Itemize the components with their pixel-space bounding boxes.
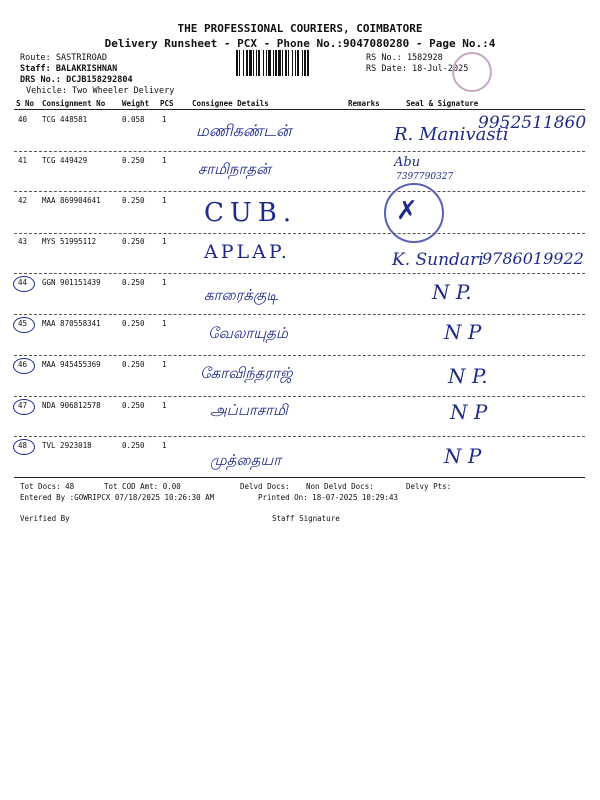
row-consignee-handwritten: APLAP. bbox=[204, 241, 290, 263]
col-consignment: Consignment No bbox=[42, 99, 106, 108]
row-consignment: TVL 2923018 bbox=[42, 441, 92, 450]
row-signature: N P bbox=[450, 400, 488, 424]
row-weight: 0.250 bbox=[122, 196, 145, 205]
row-signature: N P. bbox=[432, 280, 472, 304]
row-sno: 46 bbox=[18, 360, 28, 369]
row-consignment: MAA 870558341 bbox=[42, 319, 101, 328]
row-signature: Abu bbox=[394, 155, 421, 170]
col-weight: Weight bbox=[122, 99, 150, 108]
row-pcs: 1 bbox=[162, 401, 167, 410]
total-docs: Tot Docs: 48 bbox=[20, 482, 75, 491]
row-consignment: MYS 51995112 bbox=[42, 237, 97, 246]
row-signature: N P bbox=[444, 320, 482, 344]
drs-value: DCJB158292804 bbox=[66, 75, 133, 85]
row-consignee-handwritten: வேலாயுதம் bbox=[208, 324, 288, 342]
row-sno: 43 bbox=[18, 237, 28, 246]
row-consignment: GGN 901151439 bbox=[42, 278, 101, 287]
row-divider bbox=[14, 396, 585, 397]
row-divider bbox=[14, 191, 585, 192]
row-sno: 42 bbox=[18, 196, 28, 205]
route-value: SASTRIROAD bbox=[55, 53, 108, 63]
row-pcs: 1 bbox=[162, 360, 167, 369]
company-title: THE PROFESSIONAL COURIERS, COIMBATORE bbox=[177, 22, 423, 35]
col-remarks: Remarks bbox=[348, 99, 380, 108]
entered-by: Entered By :GOWRIPCX 07/18/2025 10:26:30 AM bbox=[20, 493, 215, 502]
non-delivered-docs: Non Delvd Docs: bbox=[306, 482, 374, 491]
row-consignee-handwritten: CUB. bbox=[204, 198, 298, 228]
row-consignee-handwritten: காரைக்குடி bbox=[204, 286, 279, 304]
footer-rule bbox=[14, 477, 585, 478]
signature-mark: ✗ bbox=[396, 196, 418, 226]
row-phone-note: 9786019922 bbox=[482, 249, 584, 268]
staff-signature: Staff Signature bbox=[272, 514, 340, 523]
faint-stamp bbox=[452, 52, 492, 92]
row-pcs: 1 bbox=[162, 196, 167, 205]
row-consignee-handwritten: கோவிந்தராஜ் bbox=[200, 364, 293, 382]
delivered-docs: Delvd Docs: bbox=[240, 482, 290, 491]
printed-on: Printed On: 18-07-2025 10:29:43 bbox=[258, 493, 398, 502]
row-pcs: 1 bbox=[162, 237, 167, 246]
row-pcs: 1 bbox=[162, 319, 167, 328]
verified-by: Verified By bbox=[20, 514, 70, 523]
row-weight: 0.250 bbox=[122, 360, 145, 369]
row-consignment: MAA 869904641 bbox=[42, 196, 101, 205]
route-label: Route: bbox=[20, 53, 51, 63]
row-weight: 0.250 bbox=[122, 237, 145, 246]
row-sno: 47 bbox=[18, 401, 28, 410]
row-sno: 41 bbox=[18, 156, 28, 165]
row-weight: 0.250 bbox=[122, 278, 145, 287]
row-weight: 0.250 bbox=[122, 319, 145, 328]
row-sno: 48 bbox=[18, 441, 28, 450]
row-weight: 0.058 bbox=[122, 115, 145, 124]
row-consignment: NDA 906812578 bbox=[42, 401, 101, 410]
staff-line bbox=[20, 64, 117, 74]
row-weight: 0.250 bbox=[122, 156, 145, 165]
row-weight: 0.250 bbox=[122, 401, 145, 410]
row-signature: N P. bbox=[448, 364, 488, 388]
row-phone-note: 7397790327 bbox=[396, 172, 454, 182]
row-divider bbox=[14, 151, 585, 152]
row-pcs: 1 bbox=[162, 115, 167, 124]
row-divider bbox=[14, 436, 585, 437]
route-line bbox=[20, 53, 107, 63]
row-divider bbox=[14, 355, 585, 356]
row-phone-note: 9952511860 bbox=[478, 113, 587, 133]
header-rule bbox=[14, 109, 585, 110]
row-consignment: MAA 945455369 bbox=[42, 360, 101, 369]
staff-value: BALAKRISHNAN bbox=[55, 64, 118, 74]
col-seal-signature: Seal & Signature bbox=[406, 99, 479, 108]
row-consignee-handwritten: முத்தையா bbox=[210, 451, 282, 469]
drs-label: DRS No.: bbox=[20, 75, 61, 85]
row-divider bbox=[14, 314, 585, 315]
row-pcs: 1 bbox=[162, 156, 167, 165]
row-sno: 44 bbox=[18, 278, 28, 287]
row-divider bbox=[14, 233, 585, 234]
row-sno: 45 bbox=[18, 319, 28, 328]
rs-date: RS Date: 18-Jul-2025 bbox=[366, 64, 469, 74]
row-signature: R. Manivasti bbox=[394, 124, 509, 145]
row-divider bbox=[14, 273, 585, 274]
row-consignee-handwritten: சாமிநாதன் bbox=[198, 160, 271, 178]
row-sno: 40 bbox=[18, 115, 28, 124]
row-pcs: 1 bbox=[162, 441, 167, 450]
vehicle-line: Vehicle: Two Wheeler Delivery bbox=[26, 86, 175, 96]
row-weight: 0.250 bbox=[122, 441, 145, 450]
runsheet-subtitle: Delivery Runsheet - PCX - Phone No.:9047080280 - Page No.:4 bbox=[104, 37, 496, 50]
col-pcs: PCS bbox=[160, 99, 174, 108]
col-consignee: Consignee Details bbox=[192, 99, 269, 108]
rs-number: RS No.: 1582928 bbox=[366, 53, 443, 63]
barcode bbox=[236, 50, 360, 76]
staff-label: Staff: bbox=[20, 64, 51, 74]
row-consignee-handwritten: அப்பாசாமி bbox=[210, 401, 288, 419]
row-signature: K. Sundari bbox=[392, 250, 484, 270]
row-consignee-handwritten: மணிகண்டன் bbox=[196, 121, 292, 140]
total-cod-amount: Tot COD Amt: 0.00 bbox=[104, 482, 181, 491]
delivery-points: Delvy Pts: bbox=[406, 482, 452, 491]
row-consignment: TCG 449429 bbox=[42, 156, 88, 165]
row-signature: N P bbox=[444, 444, 482, 468]
row-consignment: TCG 448581 bbox=[42, 115, 88, 124]
row-pcs: 1 bbox=[162, 278, 167, 287]
drs-line bbox=[20, 75, 133, 85]
col-sno: S No bbox=[16, 99, 35, 108]
